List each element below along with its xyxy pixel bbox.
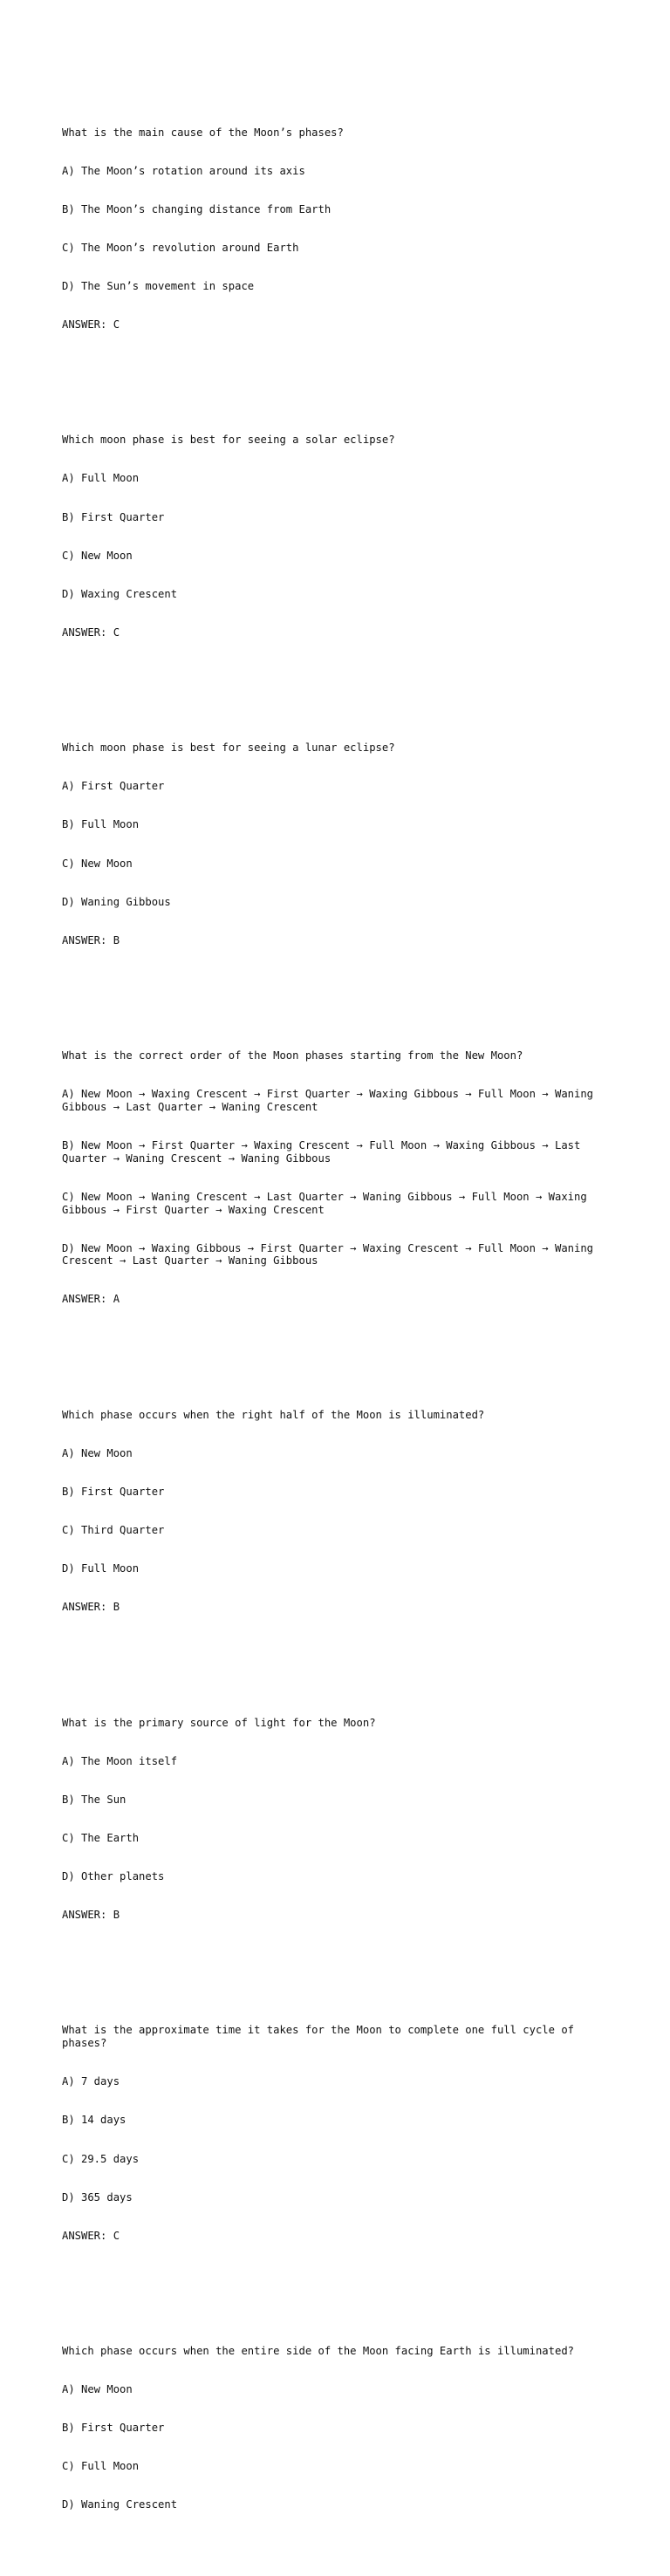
option-d: D) Waning Crescent: [62, 2498, 178, 2511]
option-c: C) Full Moon: [62, 2460, 140, 2473]
option-c: C) New Moon: [62, 549, 133, 562]
option-a: A) The Moon’s rotation around its axis: [62, 164, 305, 177]
option-a: A) New Moon: [62, 2383, 133, 2396]
option-c: C) New Moon → Waning Crescent → Last Quarter → Waning Gibbous → Full Moon → Waxing Gibbous → First Quarter → Waxing Crescent: [62, 1190, 594, 1216]
option-d: D) New Moon → Waxing Gibbous → First Quarter → Waxing Crescent → Full Moon → Waning Crescent → Last Quarter → Waning Gibbous: [62, 1241, 600, 1268]
option-c: C) New Moon: [62, 857, 133, 870]
option-a: A) New Moon → Waxing Crescent → First Quarter → Waxing Gibbous → Full Moon → Waning Gibbous → Last Quarter → Waning Crescent: [62, 1088, 600, 1113]
option-b: B) First Quarter: [62, 510, 165, 523]
question-block-2: [62, 408, 620, 665]
option-d: D) Full Moon: [62, 1562, 140, 1575]
option-b: B) Full Moon: [62, 818, 140, 831]
option-d: D) The Sun’s movement in space: [62, 279, 255, 292]
option-b: B) 14 days: [62, 2114, 126, 2127]
question-text: Which moon phase is best for seeing a lunar eclipse?: [62, 741, 395, 755]
answer-line: ANSWER: A: [62, 1293, 120, 1306]
option-b: B) The Sun: [62, 1793, 126, 1806]
question-block-7: [62, 1999, 620, 2268]
answer-line: ANSWER: C: [62, 625, 120, 639]
option-b: B) The Moon’s changing distance from Earth: [62, 202, 332, 215]
question-block-6: [62, 1691, 620, 1947]
question-text: What is the correct order of the Moon phases starting from the New Moon?: [62, 1049, 523, 1063]
question-block-5: [62, 1383, 620, 1639]
question-block-1: [62, 100, 620, 357]
answer-line: ANSWER: C: [62, 318, 120, 331]
question-text: What is the main cause of the Moon’s phases?: [62, 126, 344, 139]
option-d: D) Waxing Crescent: [62, 587, 178, 600]
answer-line: ANSWER: C: [62, 2229, 120, 2242]
question-text: Which phase occurs when the entire side of the Moon facing Earth is illuminated?: [62, 2345, 574, 2358]
answer-line: ANSWER: B: [62, 1909, 120, 1922]
question-text: What is the primary source of light for the Moon?: [62, 1716, 376, 1729]
question-text: Which moon phase is best for seeing a solar eclipse?: [62, 434, 395, 447]
option-c: C) Third Quarter: [62, 1524, 165, 1537]
option-c: C) The Earth: [62, 1831, 140, 1844]
option-c: C) The Moon’s revolution around Earth: [62, 241, 299, 254]
option-d: D) Waning Gibbous: [62, 895, 171, 908]
option-b: B) First Quarter: [62, 1485, 165, 1498]
option-a: A) New Moon: [62, 1446, 133, 1459]
answer-line: ANSWER: B: [62, 1601, 120, 1614]
option-c: C) 29.5 days: [62, 2152, 140, 2165]
option-a: A) 7 days: [62, 2075, 120, 2088]
question-block-4: [62, 1024, 620, 1332]
option-d: D) 365 days: [62, 2190, 133, 2204]
quiz-document: [62, 62, 620, 2576]
option-a: A) Full Moon: [62, 472, 140, 485]
question-text: Which phase occurs when the right half of the Moon is illuminated?: [62, 1408, 485, 1421]
question-text: What is the approximate time it takes for the Moon to complete one full cycle of phases?: [62, 2024, 581, 2050]
option-a: A) The Moon itself: [62, 1754, 178, 1767]
answer-line: ANSWER: B: [62, 933, 120, 946]
question-block-3: [62, 716, 620, 973]
question-block-8: [62, 2320, 620, 2538]
option-b: B) First Quarter: [62, 2422, 165, 2435]
option-a: A) First Quarter: [62, 780, 165, 793]
option-b: B) New Moon → First Quarter → Waxing Crescent → Full Moon → Waxing Gibbous → Last Quarter → Waning Crescent → Waning Gibbous: [62, 1139, 587, 1165]
option-d: D) Other planets: [62, 1870, 165, 1883]
